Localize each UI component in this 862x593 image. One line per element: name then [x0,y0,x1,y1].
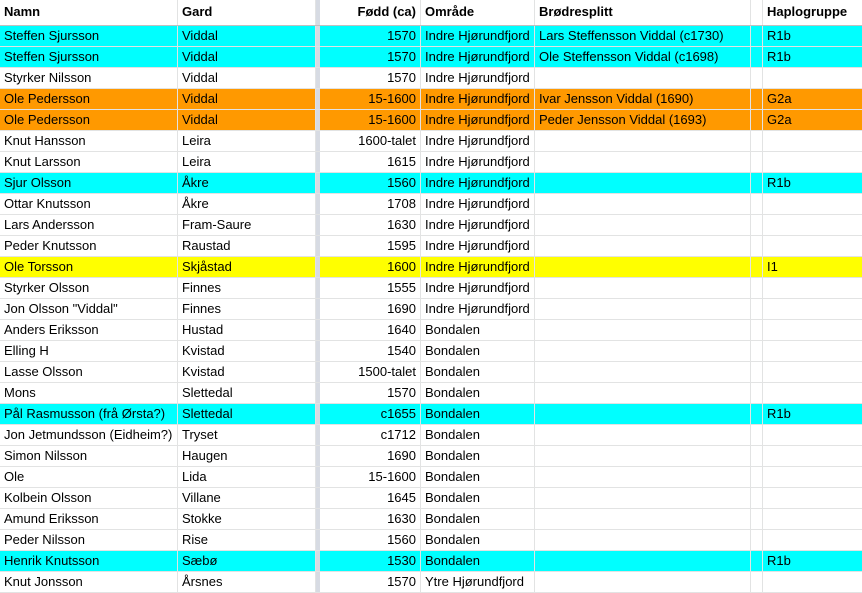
table-row [0,425,862,446]
table-row [0,446,862,467]
cell-split[interactable] [535,236,751,256]
cell-extra[interactable] [751,278,763,298]
cell-farm[interactable]: Sæbø [178,551,316,571]
cell-farm[interactable]: Årsnes [178,572,316,592]
table-row [0,299,862,320]
cell-farm[interactable]: Finnes [178,278,316,298]
cell-split[interactable] [535,551,751,571]
cell-area[interactable]: Indre Hjørundfjord [421,173,535,193]
cell-name[interactable]: Kolbein Olsson [0,488,178,508]
cell-born[interactable]: c1712 [320,425,421,445]
table-row [0,362,862,383]
cell-name[interactable]: Mons [0,383,178,403]
table-row [0,467,862,488]
cell-area[interactable]: Bondalen [421,530,535,550]
cell-area[interactable]: Indre Hjørundfjord [421,26,535,46]
cell-area[interactable]: Indre Hjørundfjord [421,47,535,67]
cell-extra[interactable] [751,194,763,214]
cell-born[interactable]: 15-1600 [320,467,421,487]
table-row [0,47,862,68]
cell-born[interactable]: 1570 [320,26,421,46]
cell-haplogroup[interactable] [763,278,862,298]
cell-area[interactable]: Bondalen [421,551,535,571]
cell-farm[interactable]: Villane [178,488,316,508]
cell-name[interactable]: Jon Jetmundsson (Eidheim?) [0,425,178,445]
cell-extra[interactable] [751,383,763,403]
cell-farm[interactable]: Hustad [178,320,316,340]
cell-split[interactable] [535,488,751,508]
table-row [0,341,862,362]
cell-extra[interactable] [751,215,763,235]
cell-extra[interactable] [751,236,763,256]
cell-extra[interactable] [751,320,763,340]
cell-farm[interactable]: Viddal [178,89,316,109]
cell-extra[interactable] [751,68,763,88]
cell-born[interactable]: 1600-talet [320,131,421,151]
cell-farm[interactable]: Kvistad [178,341,316,361]
cell-area[interactable]: Bondalen [421,446,535,466]
cell-split[interactable]: Peder Jensson Viddal (1693) [535,110,751,130]
cell-born[interactable]: 1570 [320,572,421,592]
cell-haplogroup[interactable] [763,446,862,466]
cell-haplogroup[interactable] [763,362,862,382]
cell-haplogroup[interactable] [763,152,862,172]
cell-extra[interactable] [751,362,763,382]
cell-split[interactable]: Ole Steffensson Viddal (c1698) [535,47,751,67]
cell-born[interactable]: 1540 [320,341,421,361]
cell-split[interactable] [535,299,751,319]
cell-name[interactable]: Sjur Olsson [0,173,178,193]
cell-haplogroup[interactable] [763,194,862,214]
cell-area[interactable]: Bondalen [421,320,535,340]
cell-area[interactable]: Bondalen [421,362,535,382]
cell-haplogroup[interactable] [763,530,862,550]
cell-area[interactable]: Indre Hjørundfjord [421,194,535,214]
cell-haplogroup[interactable]: I1 [767,259,778,274]
cell-born[interactable]: 1570 [320,47,421,67]
header-born[interactable]: Fødd (ca) [320,0,421,25]
cell-extra[interactable] [751,446,763,466]
header-name[interactable]: Namn [0,0,178,25]
cell-split[interactable] [535,320,751,340]
cell-name[interactable]: Lars Andersson [0,215,178,235]
table-row [0,551,862,572]
cell-area[interactable]: Indre Hjørundfjord [421,215,535,235]
cell-name[interactable]: Pål Rasmusson (frå Ørsta?) [0,404,178,424]
header-split[interactable]: Brødresplitt [535,0,751,25]
cell-name[interactable]: Amund Eriksson [0,509,178,529]
cell-split[interactable] [535,152,751,172]
cell-haplogroup[interactable]: R1b [767,28,791,43]
cell-area[interactable]: Indre Hjørundfjord [421,236,535,256]
cell-name[interactable]: Simon Nilsson [0,446,178,466]
cell-split[interactable] [535,404,751,424]
cell-haplogroup[interactable]: R1b [767,49,791,64]
cell-area[interactable]: Indre Hjørundfjord [421,299,535,319]
cell-born[interactable]: 1595 [320,236,421,256]
table-row [0,236,862,257]
cell-area[interactable]: Bondalen [421,467,535,487]
cell-haplogroup[interactable] [763,215,862,235]
cell-haplogroup[interactable] [763,236,862,256]
cell-name[interactable]: Steffen Sjursson [0,26,178,46]
cell-farm[interactable]: Haugen [178,446,316,466]
cell-split[interactable] [535,194,751,214]
table-row [0,257,862,278]
cell-area[interactable]: Indre Hjørundfjord [421,131,535,151]
cell-farm[interactable]: Tryset [178,425,316,445]
table-row [0,173,862,194]
cell-haplogroup[interactable] [763,320,862,340]
header-haplogroup[interactable]: Haplogruppe [767,4,848,19]
cell-farm[interactable]: Viddal [178,110,316,130]
cell-farm[interactable]: Viddal [178,26,316,46]
header-extra[interactable] [751,0,763,25]
cell-split[interactable] [535,68,751,88]
cell-farm[interactable]: Kvistad [178,362,316,382]
cell-haplogroup[interactable] [763,299,862,319]
cell-split[interactable] [535,509,751,529]
cell-split[interactable]: Lars Steffensson Viddal (c1730) [535,26,751,46]
cell-born[interactable]: 1645 [320,488,421,508]
cell-split[interactable] [535,383,751,403]
cell-farm[interactable]: Finnes [178,299,316,319]
cell-extra[interactable] [751,551,763,571]
cell-area[interactable]: Bondalen [421,404,535,424]
cell-haplogroup[interactable]: G2a [767,112,792,127]
cell-born[interactable]: 1600 [320,257,421,277]
cell-split[interactable] [535,425,751,445]
cell-split[interactable] [535,530,751,550]
cell-extra[interactable] [751,467,763,487]
cell-farm[interactable]: Viddal [178,68,316,88]
cell-born[interactable]: 1640 [320,320,421,340]
cell-haplogroup[interactable]: R1b [767,175,791,190]
table-row [0,404,862,425]
cell-split[interactable] [535,215,751,235]
table-row [0,488,862,509]
cell-area[interactable]: Indre Hjørundfjord [421,110,535,130]
cell-haplogroup[interactable] [763,509,862,529]
table-row [0,215,862,236]
table-row [0,131,862,152]
cell-haplogroup[interactable] [763,572,862,592]
header-area[interactable]: Område [421,0,535,25]
cell-extra[interactable] [751,257,763,277]
cell-farm[interactable]: Rise [178,530,316,550]
table-row [0,89,862,110]
cell-born[interactable]: 1500-talet [320,362,421,382]
cell-area[interactable]: Indre Hjørundfjord [421,89,535,109]
cell-name[interactable]: Styrker Olsson [0,278,178,298]
cell-born[interactable]: 1690 [320,299,421,319]
table-row [0,278,862,299]
table-row [0,68,862,89]
cell-farm[interactable]: Viddal [178,47,316,67]
cell-born[interactable]: 1570 [320,383,421,403]
cell-name[interactable]: Ole Pedersson [0,110,178,130]
cell-extra[interactable] [751,173,763,193]
cell-area[interactable]: Indre Hjørundfjord [421,152,535,172]
cell-area[interactable]: Bondalen [421,509,535,529]
cell-born[interactable]: 1708 [320,194,421,214]
table-row [0,509,862,530]
cell-born[interactable]: 1530 [320,551,421,571]
cell-extra[interactable] [751,110,763,130]
cell-extra[interactable] [751,530,763,550]
cell-extra[interactable] [751,299,763,319]
cell-born[interactable]: 1615 [320,152,421,172]
cell-born[interactable]: 1630 [320,509,421,529]
table-row [0,320,862,341]
cell-name[interactable]: Knut Jonsson [0,572,178,592]
cell-farm[interactable]: Skjåstad [178,257,316,277]
cell-haplogroup[interactable] [763,488,862,508]
table-row [0,110,862,131]
cell-haplogroup[interactable] [763,425,862,445]
cell-name[interactable]: Ottar Knutsson [0,194,178,214]
cell-haplogroup[interactable]: R1b [767,406,791,421]
cell-area[interactable]: Bondalen [421,341,535,361]
cell-name[interactable]: Peder Knutsson [0,236,178,256]
cell-farm[interactable]: Åkre [178,173,316,193]
cell-farm[interactable]: Lida [178,467,316,487]
cell-name[interactable]: Ole Pedersson [0,89,178,109]
cell-name[interactable]: Ole [0,467,178,487]
cell-area[interactable]: Bondalen [421,383,535,403]
cell-extra[interactable] [751,341,763,361]
cell-name[interactable]: Knut Hansson [0,131,178,151]
cell-born[interactable]: 1555 [320,278,421,298]
cell-farm[interactable]: Slettedal [178,404,316,424]
cell-area[interactable]: Bondalen [421,425,535,445]
header-farm[interactable]: Gard [178,0,316,25]
cell-split[interactable] [535,362,751,382]
cell-farm[interactable]: Leira [178,152,316,172]
table-row [0,383,862,404]
cell-born[interactable]: 1570 [320,68,421,88]
cell-born[interactable]: 1630 [320,215,421,235]
cell-haplogroup[interactable] [763,131,862,151]
cell-haplogroup[interactable] [763,341,862,361]
cell-farm[interactable]: Åkre [178,194,316,214]
cell-split[interactable] [535,467,751,487]
cell-name[interactable]: Knut Larsson [0,152,178,172]
header-row [0,0,862,26]
cell-extra[interactable] [751,404,763,424]
cell-born[interactable]: 1560 [320,173,421,193]
cell-haplogroup[interactable]: G2a [767,91,792,106]
cell-name[interactable]: Lasse Olsson [0,362,178,382]
cell-area[interactable]: Indre Hjørundfjord [421,68,535,88]
cell-extra[interactable] [751,509,763,529]
cell-name[interactable]: Anders Eriksson [0,320,178,340]
cell-farm[interactable]: Fram-Saure [178,215,316,235]
table-row [0,152,862,173]
table-row [0,26,862,47]
cell-born[interactable]: 15-1600 [320,89,421,109]
cell-farm[interactable]: Stokke [178,509,316,529]
cell-name[interactable]: Jon Olsson "Viddal" [0,299,178,319]
cell-split[interactable] [535,446,751,466]
cell-split[interactable] [535,131,751,151]
cell-extra[interactable] [751,89,763,109]
cell-split[interactable] [535,173,751,193]
cell-split[interactable] [535,341,751,361]
cell-extra[interactable] [751,488,763,508]
table-row [0,572,862,593]
cell-area[interactable]: Indre Hjørundfjord [421,257,535,277]
cell-name[interactable]: Henrik Knutsson [0,551,178,571]
table-row [0,530,862,551]
cell-split[interactable] [535,257,751,277]
cell-farm[interactable]: Raustad [178,236,316,256]
cell-haplogroup[interactable] [763,467,862,487]
cell-haplogroup[interactable]: R1b [767,553,791,568]
cell-extra[interactable] [751,47,763,67]
cell-name[interactable]: Ole Torsson [0,257,178,277]
cell-split[interactable] [535,572,751,592]
cell-extra[interactable] [751,131,763,151]
cell-farm[interactable]: Leira [178,131,316,151]
cell-area[interactable]: Ytre Hjørundfjord [421,572,535,592]
cell-born[interactable]: 15-1600 [320,110,421,130]
table-row [0,194,862,215]
cell-born[interactable]: 1560 [320,530,421,550]
cell-split[interactable]: Ivar Jensson Viddal (1690) [535,89,751,109]
cell-extra[interactable] [751,425,763,445]
cell-born[interactable]: 1690 [320,446,421,466]
cell-name[interactable]: Steffen Sjursson [0,47,178,67]
cell-extra[interactable] [751,26,763,46]
cell-born[interactable]: c1655 [320,404,421,424]
cell-area[interactable]: Bondalen [421,488,535,508]
cell-split[interactable] [535,278,751,298]
cell-name[interactable]: Peder Nilsson [0,530,178,550]
cell-name[interactable]: Elling H [0,341,178,361]
cell-extra[interactable] [751,572,763,592]
cell-haplogroup[interactable] [763,383,862,403]
cell-farm[interactable]: Slettedal [178,383,316,403]
cell-name[interactable]: Styrker Nilsson [0,68,178,88]
cell-haplogroup[interactable] [763,68,862,88]
cell-area[interactable]: Indre Hjørundfjord [421,278,535,298]
cell-extra[interactable] [751,152,763,172]
